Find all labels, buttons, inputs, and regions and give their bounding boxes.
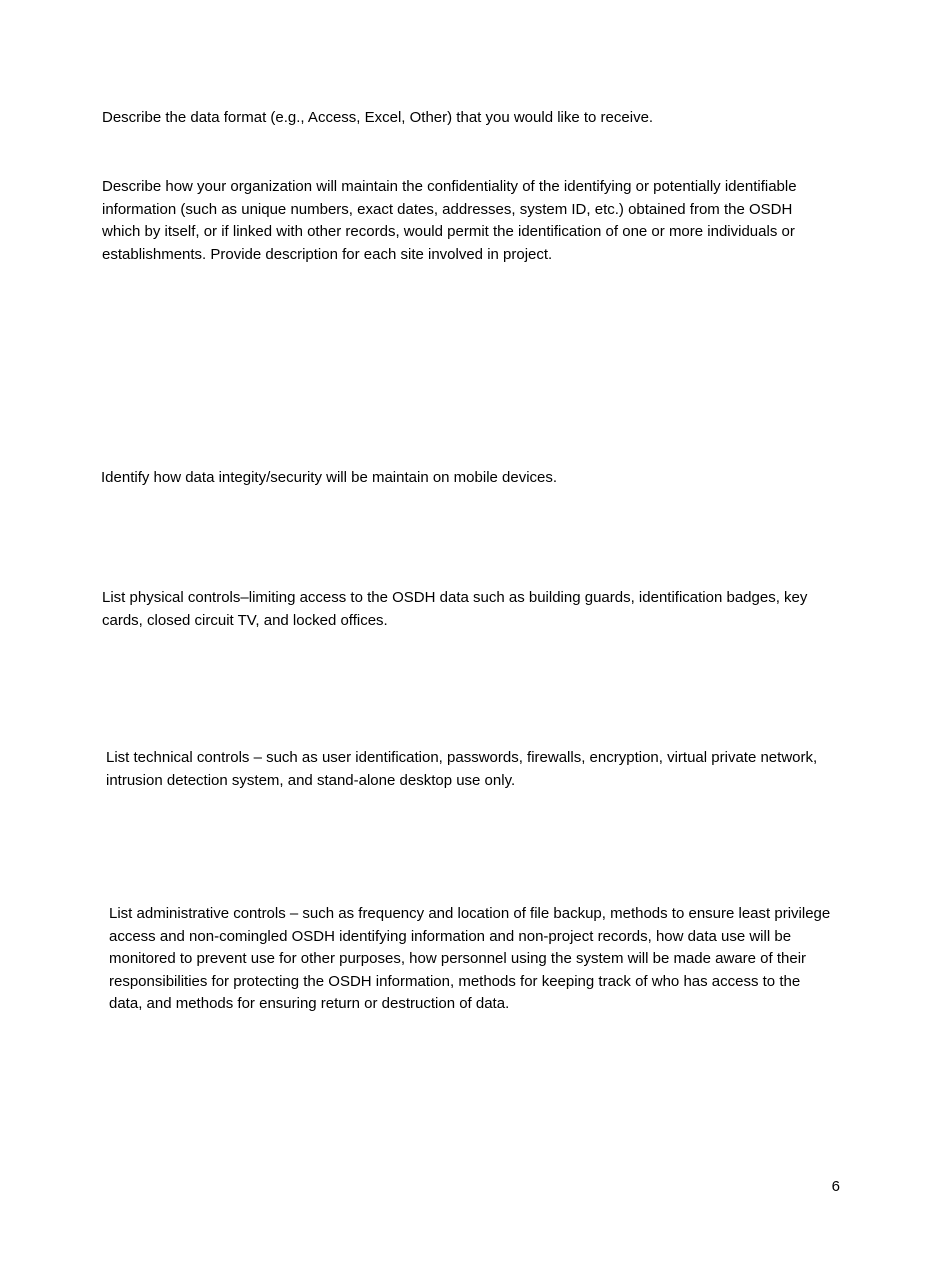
question-data-format: Describe the data format (e.g., Access, Excel, Other) that you would like to receive. [102, 109, 654, 126]
question-technical-controls: List technical controls – such as user identification, passwords, firewalls, encryption, virtual private network, intrusion detection system, and stand-alone desktop use only. [106, 749, 818, 789]
question-mobile-security: Identify how data integity/security will be maintain on mobile devices. [101, 469, 558, 486]
question-administrative-controls: List administrative controls – such as frequency and location of file backup, methods to ensure least privilege access and non-comingled OSDH identifying information and non-project records, how data use will be monitored to prevent use for other purposes, how personnel using the system will be made aware of their responsibilities for protecting the OSDH information, methods for keeping track of who has access to the data, and methods for ensuring return or destruction of data. [109, 905, 831, 1012]
question-physical-controls: List physical controls–limiting access to the OSDH data such as building guards, identification badges, key cards, closed circuit TV, and locked offices. [102, 589, 808, 629]
page-number: 6 [831, 1178, 840, 1195]
question-confidentiality: Describe how your organization will maintain the confidentiality of the identifying or potentially identifiable information (such as unique numbers, exact dates, addresses, system ID, etc.) obtained from the OSDH which by itself, or if linked with other records, would permit the identification of one or more individuals or establishments. Provide description for each site involved in project. [102, 178, 797, 263]
